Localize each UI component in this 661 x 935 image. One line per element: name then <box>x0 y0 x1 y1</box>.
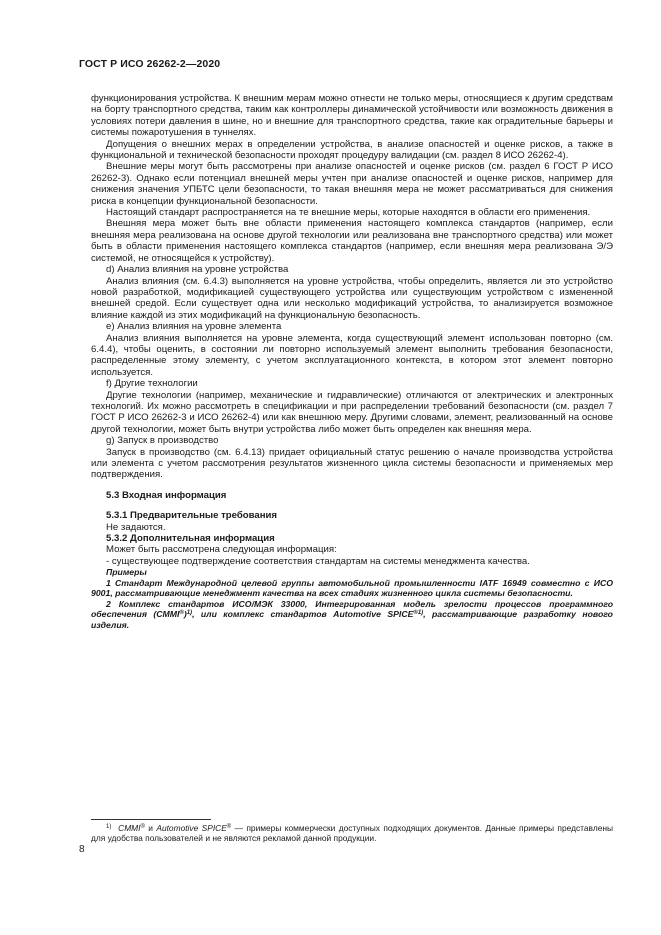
examples-label: Примеры <box>106 567 147 578</box>
list-item-heading: d) Анализ влияния на уровне устройства <box>106 264 289 276</box>
example-1: 1 Стандарт Международной целевой группы автомобильной промышленности IATF 16949 совместно с ИСО 9001, рассматривающие менеджмент качества на всех стадиях жизненного цикла системы безопасности. <box>91 577 613 599</box>
example-2: 2 Комплекс стандартов ИСО/МЭК 33000, Интегрированная модель зрелости процессов программного обеспечения (CMMI®)$^{1)}$, или комплекс стандартов Automotive $SPICE^{®1)}$, рассматривающие разработку нового изделия. <box>91 598 613 630</box>
paragraph: Внешние меры могут быть рассмотрены при анализе опасностей и оценке рисков (см. раздел 6 ГОСТ Р ИСО 26262-3). Однако если потенциал внешней меры учтен при анализе опасностей и оценке рисков, например для снижения значения УПБТС цели безопасности, то такая внешняя мера не может рассматриваться для снижения риска в концепции функциональной безопасности. <box>91 161 613 207</box>
list-item-heading: f) Другие технологии <box>106 378 198 390</box>
list-item-heading: e) Анализ влияния на уровне элемента <box>106 321 282 333</box>
page-number: 8 <box>79 844 85 855</box>
paragraph: Может быть рассмотрена следующая информация: <box>106 544 337 556</box>
paragraph: Настоящий стандарт распространяется на те внешние меры, которые находятся в области его применения. <box>106 207 591 219</box>
list-item-heading: g) Запуск в производство <box>106 435 219 447</box>
paragraph: Запуск в производство (см. 6.4.13) придает официальный статус решению о начале производства устройства или элемента с учетом рассмотрения результатов жизненного цикла системы безопасности и применяемых мер подтверждения. <box>91 446 613 481</box>
paragraph: функционирования устройства. К внешним мерам можно отнести не только меры, относящиеся к другим средствам на борту транспортного средства, таким как контроллеры динамической устойчивости или возможность движения в условиях потери давления в шине, но и внешние для транспортного средства, такие как оградительные барьеры и системы пожаротушения в туннелях. <box>91 93 613 139</box>
footnote-divider <box>91 819 211 820</box>
subsection-heading: 5.3.1 Предварительные требования <box>106 510 278 522</box>
paragraph: Не задаются. <box>106 521 166 533</box>
footnote: $^{1)}$ CMMI® и Automotive SPICE® — примеры коммерчески доступных подходящих документов. Данные примеры представлены для удобства пользователей и не являются рекламой данной продукции. <box>91 823 614 844</box>
paragraph: Другие технологии (например, механические и гидравлические) отличаются от электрических и электронных технологий. Их можно рассмотреть в спецификации и при распределении требований безопасности (см. раздел 7 ГОСТ Р ИСО 26262-3 и ИСО 26262-4) или как внешнюю меру. Другими словами, элемент, реализованный на основе другой технологии, может быть внутри устройства либо может быть определен как внешняя мера. <box>91 389 613 435</box>
document-header: ГОСТ Р ИСО 26262-2—2020 <box>79 58 221 70</box>
paragraph: Допущения о внешних мерах в определении устройства, в анализе опасностей и оценке рисков, а также в функциональной и технической безопасности проходят процедуру валидации (см. раздел 8 ИСО 26262-4). <box>91 138 613 162</box>
paragraph: Анализ влияния (см. 6.4.3) выполняется на уровне устройства, чтобы определить, является ли это устройство новой разработкой, модификацией существующего устройства или существующим устройством с измененной внешней средой. Если существует одна или несколько модификаций устройства, то анализируется возможное влияние каждой из этих модификаций на функциональную безопасность. <box>91 275 613 321</box>
paragraph: Внешняя мера может быть вне области применения настоящего комплекса стандартов (например, если внешняя мера реализована на основе другой технологии или реализована вне транспортного средства) или может быть в области применения настоящего комплекса стандартов (например, если внешняя мера реализована Э/Э системой, не относящейся к устройству). <box>91 218 613 264</box>
footnote-marker: 1) <box>106 824 112 830</box>
section-heading: 5.3 Входная информация <box>106 489 227 501</box>
paragraph: Анализ влияния выполняется на уровне элемента, когда существующий элемент использован повторно (см. 6.4.4), чтобы оценить, в состоянии ли повторно используемый элемент выполнить требования безопасности, распределенные этому элементу, с учетом эксплуатационного контекста, в котором этот элемент повторно используется. <box>91 332 613 378</box>
subsection-heading: 5.3.2 Дополнительная информация <box>106 533 275 545</box>
list-item: - существующее подтверждение соответствия стандартам на системы менеджмента качества. <box>106 555 530 567</box>
document-body <box>91 93 613 630</box>
